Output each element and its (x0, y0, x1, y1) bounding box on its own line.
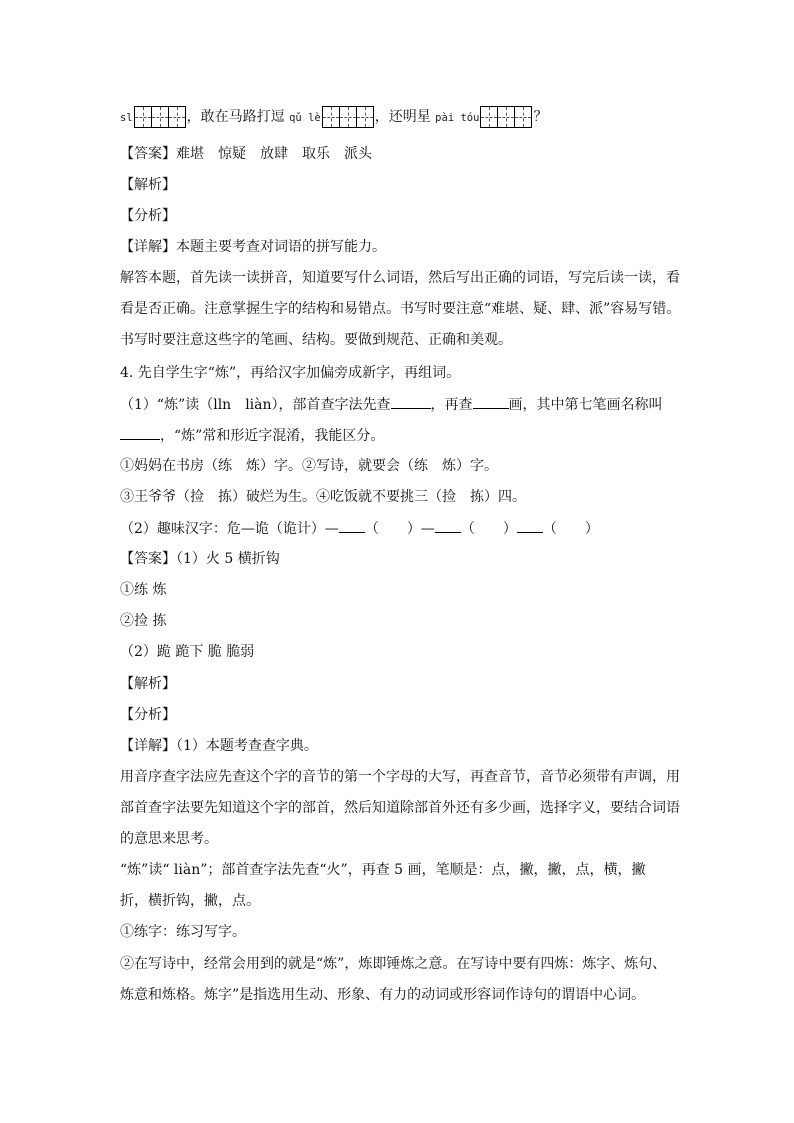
question-4-title: 4. 先自学生字“炼”，再给汉字加偏旁成新字，再组词。 (120, 365, 461, 381)
pinyin-label: sl (120, 112, 133, 124)
choice-line: ③王爷爷（捡 拣）破烂为生。④吃饭就不要挑三（捡 拣）四。 (120, 489, 526, 505)
question-text: （2）趣味汉字：危—诡（诡计）— (120, 521, 339, 537)
paragraph-line: 解答本题，首先读一读拼音，知道要写什么词语，然后写出正确的词语，写完后读一读，看 (120, 270, 680, 286)
answer-item: （2）跪 跪下 脆 脆弱 (120, 644, 255, 660)
fenxi-label: 【分析】 (120, 208, 176, 224)
fill-blank[interactable] (473, 394, 509, 409)
pinyin-label: pài tóu (435, 112, 480, 124)
paragraph-line: “炼”读“ liàn”；部首查字法先查“火”，再查 5 画，笔顺是：点，撇，撇，点，横，撇 (120, 862, 646, 878)
pinyin-label: qǔ lè (289, 112, 321, 124)
question-text: （1）“炼”读（lln liàn），部首查字法先查 (120, 397, 391, 413)
sentence-text: ，敢在马路打逗 (186, 109, 285, 125)
paren-blank[interactable]: （ ） (542, 521, 599, 537)
answer-line (120, 144, 680, 164)
fenxi-label: 【分析】 (120, 707, 176, 723)
paren-blank[interactable]: （ ） (460, 521, 517, 537)
analysis-label: 【解析】 (120, 676, 176, 692)
analysis-label: 【解析】 (120, 177, 176, 193)
answer-line (120, 549, 680, 569)
paragraph-line: 部首查字法要先知道这个字的部首，然后知道除部首外还有多少画，选择字义，要结合词语 (120, 800, 680, 816)
question-text: ，“炼”常和形近字混淆，我能区分。 (160, 428, 385, 444)
answer-label: 【答案】 (120, 551, 176, 567)
answer-label: 【答案】 (120, 146, 176, 162)
question-4-part1 (120, 394, 680, 415)
sentence-text: ？ (533, 109, 548, 125)
character-grid[interactable] (480, 106, 532, 128)
paren-blank[interactable]: （ ） (364, 521, 421, 537)
paragraph-line: 的意思来思考。 (120, 831, 218, 847)
answer-text: 难堪 惊疑 放肆 取乐 派头 (176, 146, 372, 162)
pinyin-fill-line (120, 106, 680, 128)
paragraph-line: 折，横折钩，撇，点。 (120, 893, 260, 909)
paragraph-line: 看是否正确。注意掌握生字的结构和易错点。书写时要注意“难堪、疑、肆、派”容易写错。 (120, 301, 681, 317)
fill-blank[interactable] (339, 518, 365, 533)
sentence-text: ，还明星 (374, 109, 431, 125)
paragraph-line: ②在写诗中，经常会用到的就是“炼”，炼即锤炼之意。在写诗中要有四炼：炼字、炼句、 (120, 956, 667, 972)
answer-text: （1）火 5 横折钩 (176, 551, 280, 567)
dash: — (420, 521, 435, 537)
question-4-part1-cont (120, 425, 680, 446)
answer-item: ②捡 拣 (120, 613, 167, 629)
fill-blank[interactable] (391, 394, 431, 409)
question-text: ，再查 (430, 397, 473, 413)
paragraph-line: ①练字：练习写字。 (120, 924, 246, 940)
paragraph-line: 用音序查字法应先查这个字的音节的第一个字母的大写，再查音节，音节必须带有声调，用 (120, 769, 680, 785)
detail-line (120, 237, 680, 257)
fill-blank[interactable] (435, 518, 461, 533)
detail-line (120, 736, 680, 756)
character-grid[interactable] (134, 106, 186, 128)
choice-line: ①妈妈在书房（练 炼）字。②写诗，就要会（练 炼）字。 (120, 458, 498, 474)
detail-label: 【详解】 (120, 738, 176, 754)
fill-blank[interactable] (517, 518, 543, 533)
fill-blank[interactable] (120, 425, 160, 440)
question-4-part2 (120, 518, 680, 539)
detail-text: 本题主要考查对词语的拼写能力。 (176, 239, 386, 255)
paragraph-line: 书写时要注意这些字的笔画、结构。要做到规范、正确和美观。 (120, 332, 512, 348)
answer-item: ①练 炼 (120, 582, 167, 598)
detail-label: 【详解】 (120, 239, 176, 255)
detail-text: （1）本题考查查字典。 (176, 738, 318, 754)
paragraph-line: 炼意和炼格。炼字”是指选用生动、形象、有力的动词或形容词作诗句的谓语中心词。 (120, 987, 646, 1003)
question-text: 画，其中第七笔画名称叫 (508, 397, 663, 413)
character-grid[interactable] (322, 106, 374, 128)
